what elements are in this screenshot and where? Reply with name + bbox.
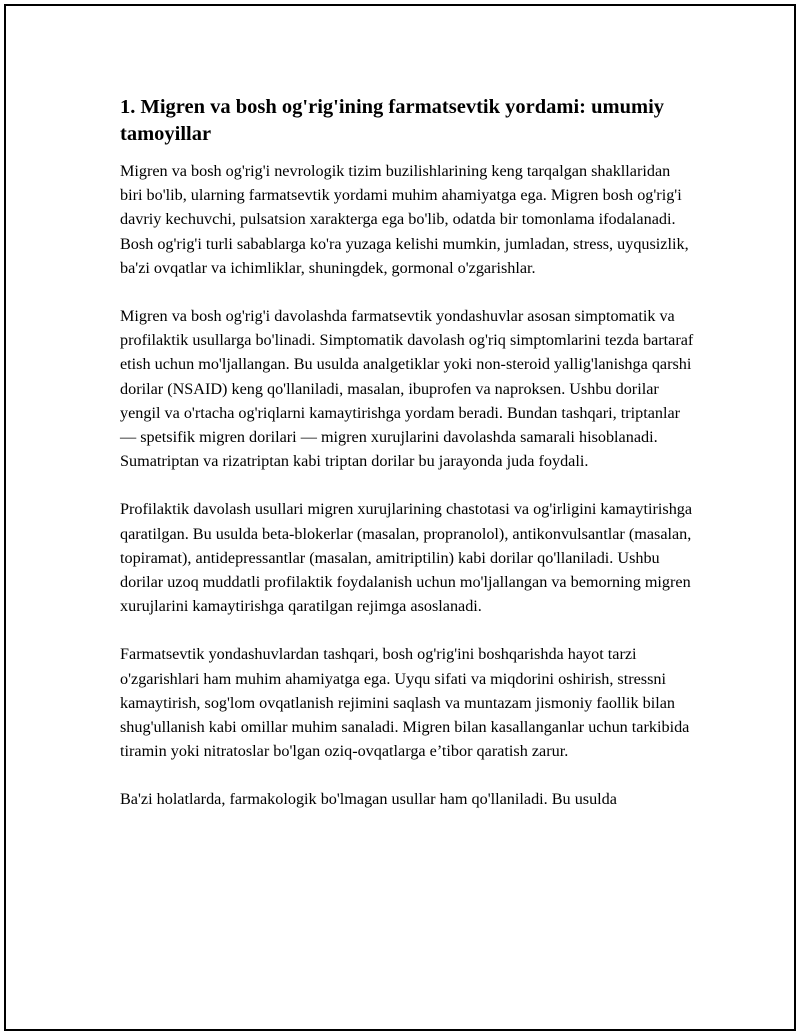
paragraph-symptomatic-treatment: Migren va bosh og'rig'i davolashda farmatsevtik yondashuvlar asosan simptomatik va profilaktik usullarga bo'linadi. Simptomatik davolash og'riq simptomlarini tezda bartaraf etish uchun mo'ljallangan. Bu usulda analgetiklar yoki non-steroid yallig'lanishga qarshi dorilar (NSAID) keng qo'llaniladi, masalan, ibuprofen va naproksen. Ushbu dorilar yengil va o'rtacha og'riqlarni kamaytirishga yordam beradi. Bundan tashqari, triptanlar — spetsifik migren dorilari — migren xurujlarini davolashda samarali hisoblanadi. Sumatriptan va rizatriptan kabi triptan dorilar bu jarayonda juda foydali.	[120, 307, 694, 471]
document-body	[120, 94, 696, 836]
section-heading: 1. Migren va bosh og'rig'ining farmatsevtik yordami: umumiy tamoyillar	[120, 96, 665, 145]
paragraph-prophylactic-treatment: Profilaktik davolash usullari migren xurujlarining chastotasi va og'irligini kamaytirishga qaratilgan. Bu usulda beta-blokerlar (masalan, propranolol), antikonvulsantlar (masalan, topiramat), antidepressantlar (masalan, amitriptilin) kabi dorilar qo'llaniladi. Ushbu dorilar uzoq muddatli profilaktik foydalanish uchun mo'ljallangan va bemorning migren xurujlarini kamaytirishga qaratilgan rejimga asoslanadi.	[120, 500, 693, 616]
paragraph-migraine-overview: Migren va bosh og'rig'i nevrologik tizim buzilishlarining keng tarqalgan shakllaridan biri bo'lib, ularning farmatsevtik yordami muhim ahamiyatga ega. Migren bosh og'rig'i davriy kechuvchi, pulsatsion xarakterga ega bo'lib, odatda bir tomonlama ifodalanadi. Bosh og'rig'i turli sabablarga ko'ra yuzaga kelishi mumkin, jumladan, stress, uyqusizlik, ba'zi ovqatlar va ichimliklar, shuningdek, gormonal o'zgarishlar.	[120, 162, 689, 277]
document-page	[4, 4, 796, 1031]
paragraph-lifestyle-changes: Farmatsevtik yondashuvlardan tashqari, bosh og'rig'ini boshqarishda hayot tarzi o'zgarishlari ham muhim ahamiyatga ega. Uyqu sifati va miqdorini oshirish, stressni kamaytirish, sog'lom ovqatlanish rejimini saqlash va muntazam jismoniy faollik bilan shug'ullanish kabi omillar muhim sanaladi. Migren bilan kasallanganlar uchun tarkibida tiramin yoki nitratoslar bo'lgan oziq-ovqatlarga e’tibor qaratish zarur.	[120, 645, 690, 761]
paragraph-non-pharmacological: Ba'zi holatlarda, farmakologik bo'lmagan usullar ham qo'llaniladi. Bu usulda	[120, 790, 617, 809]
